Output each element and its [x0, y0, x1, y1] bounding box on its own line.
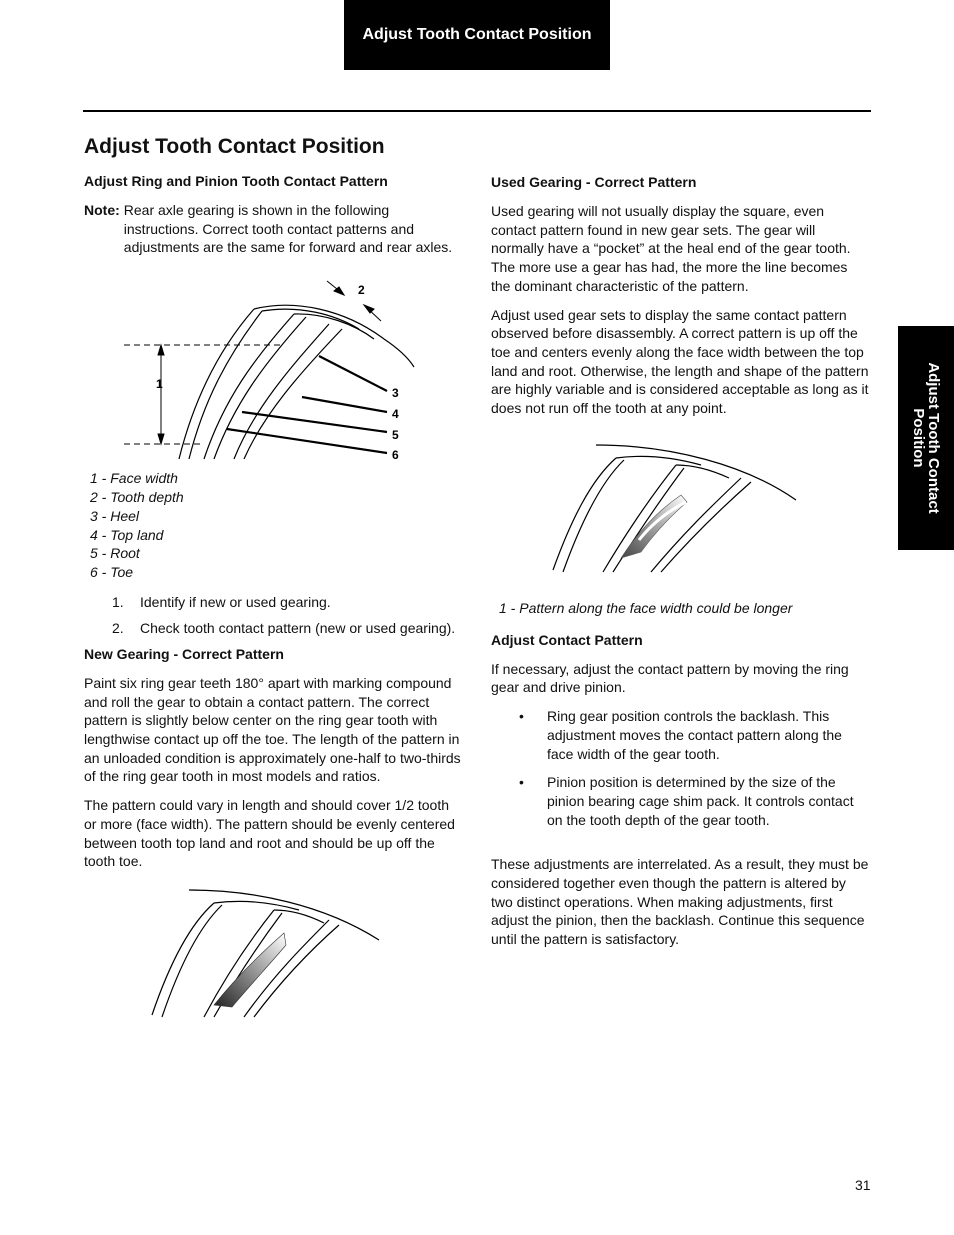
- note-text: Rear axle gearing is shown in the following instructions. Correct tooth contact patterns and adjustments are the same for forward and rear axles.: [123, 202, 453, 256]
- note: [84, 201, 464, 257]
- left-column: [84, 135, 464, 1035]
- bullet-item: [519, 707, 869, 763]
- legend-item: 1 - Face width: [90, 470, 178, 487]
- section-heading-ring-pinion: Adjust Ring and Pinion Tooth Contact Pattern: [84, 173, 388, 189]
- callout-6: 6: [392, 448, 399, 463]
- legend-item: 5 - Root: [90, 545, 140, 562]
- page-number: 31: [855, 1177, 871, 1193]
- section-heading-adjust-contact: Adjust Contact Pattern: [491, 631, 643, 648]
- bullet-text: Pinion position is determined by the size of the pinion bearing cage shim pack. It controls contact on the tooth depth of the gear tooth.: [547, 774, 854, 828]
- callout-1: 1: [156, 377, 163, 392]
- legend-item: 2 - Tooth depth: [90, 488, 184, 505]
- tooth-diagram: [84, 269, 464, 469]
- section-heading-new-gearing: New Gearing - Correct Pattern: [84, 645, 284, 662]
- bullet-symbol: •: [519, 774, 524, 791]
- callout-5: 5: [392, 428, 399, 443]
- bullet-text: Ring gear position controls the backlash. This adjustment moves the contact pattern along the face width of the gear tooth.: [547, 708, 842, 762]
- step-number: 2.: [112, 619, 124, 636]
- paragraph: Paint six ring gear teeth 180° apart with marking compound and roll the gear to obtain a contact pattern. The correct pattern is slightly below center on the ring gear tooth with lengthwise contact up off the toe. The length of the pattern in an unloaded condition is approximately one-half to two-thirds of the ring gear tooth in most models and ratios.: [84, 674, 461, 785]
- page-title: Adjust Tooth Contact Position: [84, 135, 385, 158]
- step-text: Identify if new or used gearing.: [140, 593, 331, 610]
- new-gearing-pattern-diagram: [84, 885, 464, 1035]
- legend-item: 4 - Top land: [90, 526, 164, 543]
- legend-item: 3 - Heel: [90, 507, 140, 524]
- side-tab-label: Adjust Tooth Contact Position: [910, 362, 942, 514]
- note-label: Note:: [84, 202, 120, 218]
- paragraph: Used gearing will not usually display the square, even contact pattern found in new gear sets. The gear will normally have a “pocket” at the heal end of the gear tooth. The more use a gear has had, the more the line becomes the dominant characteristic of the pattern.: [491, 203, 851, 294]
- paragraph: Adjust used gear sets to display the same contact pattern observed before disassembly. A correct pattern is up off the toe and centers evenly along the face width between the top land and root. Otherwise, the length and shape of the pattern are highly variable and is considered acceptable as long as it does not run off the tooth at any point.: [491, 306, 869, 417]
- callout-2: 2: [358, 283, 365, 298]
- step-item: [112, 620, 464, 636]
- paragraph: If necessary, adjust the contact pattern by moving the ring gear and drive pinion.: [491, 660, 849, 696]
- legend-item: 6 - Toe: [90, 564, 134, 581]
- callout-3: 3: [392, 386, 399, 401]
- right-column: [491, 174, 869, 959]
- figure-legend: [90, 469, 464, 582]
- step-number: 1.: [112, 593, 124, 610]
- bullet-item: [519, 773, 869, 829]
- header-tab-title: Adjust Tooth Contact Position: [362, 26, 592, 43]
- header-tab: [344, 0, 610, 70]
- step-text: Check tooth contact pattern (new or used gearing).: [140, 619, 456, 636]
- callout-4: 4: [392, 407, 399, 422]
- side-tab: [898, 326, 954, 550]
- bullet-symbol: •: [519, 708, 524, 725]
- paragraph: These adjustments are interrelated. As a result, they must be considered together even though the pattern is altered by two distinct operations. When making adjustments, first adjust the pinion, then the backlash. Continue this sequence until the pattern is satisfactory.: [491, 856, 869, 948]
- header-rule: [83, 110, 871, 112]
- steps-list: [84, 594, 464, 636]
- step-item: [112, 594, 464, 610]
- section-heading-used-gearing: Used Gearing - Correct Pattern: [491, 174, 697, 190]
- figure-caption: 1 - Pattern along the face width could be longer: [499, 599, 793, 616]
- bullet-list: [491, 707, 869, 829]
- paragraph: The pattern could vary in length and should cover 1/2 tooth or more (face width). The pattern should be evenly centered between tooth top land and root and should be up off the tooth toe.: [84, 797, 455, 870]
- used-gearing-pattern-diagram: [491, 440, 869, 600]
